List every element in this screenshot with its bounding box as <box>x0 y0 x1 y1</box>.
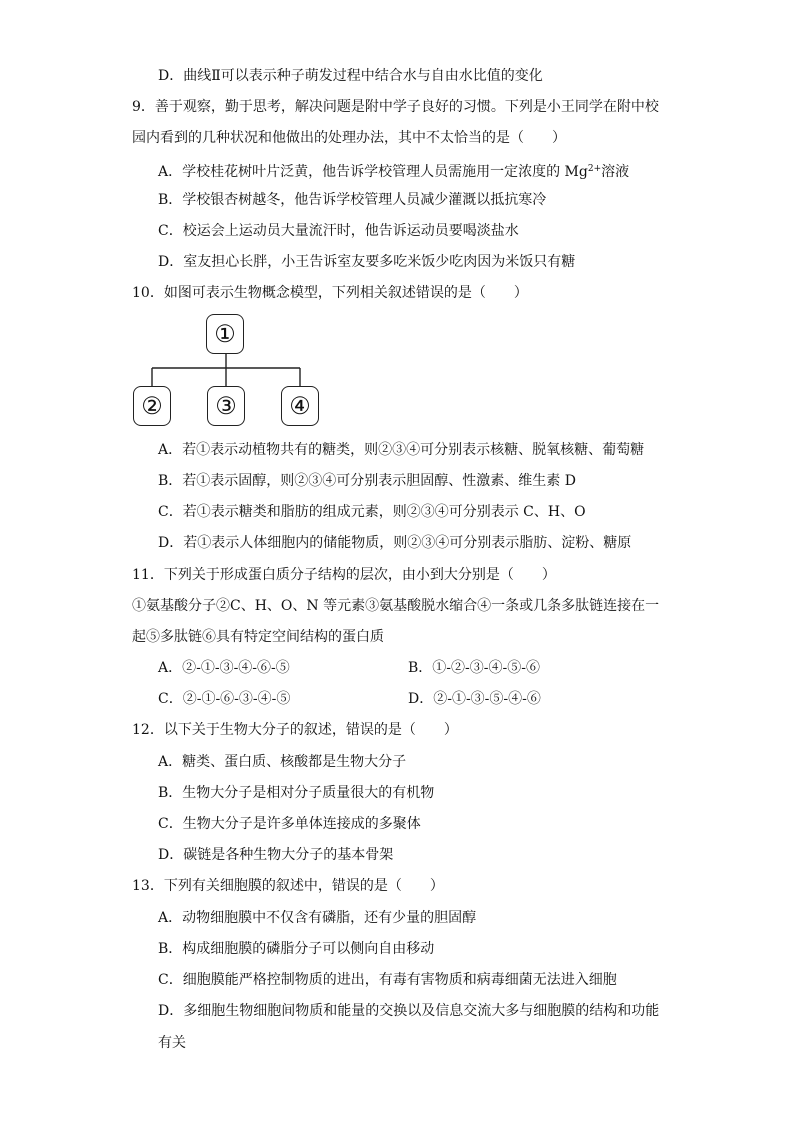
q13-option-a: A．动物细胞膜中不仅含有磷脂，还有少量的胆固醇 <box>158 910 477 926</box>
q11-option-c: C．②-①-⑥-③-④-⑤ <box>158 691 291 707</box>
q10-option-a: A．若①表示动植物共有的糖类，则②③④可分别表示核糖、脱氧核糖、葡萄糖 <box>158 442 645 458</box>
q11-option-b: B．①-②-③-④-⑤-⑥ <box>408 660 540 676</box>
q12-option-b: B．生物大分子是相对分子质量很大的有机物 <box>158 785 435 801</box>
q10-option-b: B．若①表示固醇，则②③④可分别表示胆固醇、性激素、维生素 D <box>158 473 576 489</box>
diagram-node-2: ② <box>133 386 171 426</box>
q9-option-c: C．校运会上运动员大量流汗时，他告诉运动员要喝淡盐水 <box>158 223 519 239</box>
q9-option-b: B．学校银杏树越冬，他告诉学校管理人员减少灌溉以抵抗寒冷 <box>158 192 547 208</box>
q9-stem-line1: 9．善于观察，勤于思考，解决问题是附中学子良好的习惯。下列是小王同学在附中校 <box>132 99 659 115</box>
q13-option-d-line2: 有关 <box>158 1035 186 1051</box>
q9-option-a-suffix: 溶液 <box>601 164 630 180</box>
q9-option-a <box>158 159 629 182</box>
q12-option-d: D．碳链是各种生物大分子的基本骨架 <box>158 847 394 863</box>
q12-option-c: C．生物大分子是许多单体连接成的多聚体 <box>158 816 421 832</box>
q10-stem: 10．如图可表示生物概念模型，下列相关叙述错误的是（ ） <box>132 285 528 301</box>
diagram-node-3: ③ <box>207 386 245 426</box>
diagram-node-4: ④ <box>281 386 319 426</box>
q9-option-a-text: A．学校桂花树叶片泛黄，他告诉学校管理人员需施用一定浓度的 Mg <box>158 164 588 180</box>
q11-option-a: A．②-①-③-④-⑥-⑤ <box>158 660 290 676</box>
q8-option-d: D．曲线Ⅱ可以表示种子萌发过程中结合水与自由水比值的变化 <box>158 68 543 84</box>
q13-option-b: B．构成细胞膜的磷脂分子可以侧向自由移动 <box>158 941 435 957</box>
q11-stem: 11．下列关于形成蛋白质分子结构的层次，由小到大分别是（ ） <box>132 567 556 583</box>
q12-stem: 12．以下关于生物大分子的叙述，错误的是（ ） <box>132 722 458 738</box>
q10-option-c: C．若①表示糖类和脂肪的组成元素，则②③④可分别表示 C、H、O <box>158 504 586 520</box>
q10-option-d: D．若①表示人体细胞内的储能物质，则②③④可分别表示脂肪、淀粉、糖原 <box>158 535 632 551</box>
q13-option-d-line1: D．多细胞生物细胞间物质和能量的交换以及信息交流大多与细胞膜的结构和功能 <box>158 1003 660 1019</box>
q11-list-line2: 起⑤多肽链⑥具有特定空间结构的蛋白质 <box>132 629 384 645</box>
diagram-node-1: ① <box>206 314 244 354</box>
q9-stem-line2: 园内看到的几种状况和他做出的处理办法，其中不太恰当的是（ ） <box>132 130 566 146</box>
q9-option-a-superscript: 2+ <box>587 164 602 174</box>
q9-option-d: D．室友担心长胖，小王告诉室友要多吃米饭少吃肉因为米饭只有糖 <box>158 254 576 270</box>
q13-stem: 13．下列有关细胞膜的叙述中，错误的是（ ） <box>132 878 444 894</box>
q12-option-a: A．糖类、蛋白质、核酸都是生物大分子 <box>158 754 407 770</box>
q13-option-c: C．细胞膜能严格控制物质的进出，有毒有害物质和病毒细菌无法进入细胞 <box>158 972 617 988</box>
q11-list-line1: ①氨基酸分子②C、H、O、N 等元素③氨基酸脱水缩合④一条或几条多肽链连接在一 <box>132 598 660 614</box>
q11-option-d: D．②-①-③-⑤-④-⑥ <box>408 691 541 707</box>
